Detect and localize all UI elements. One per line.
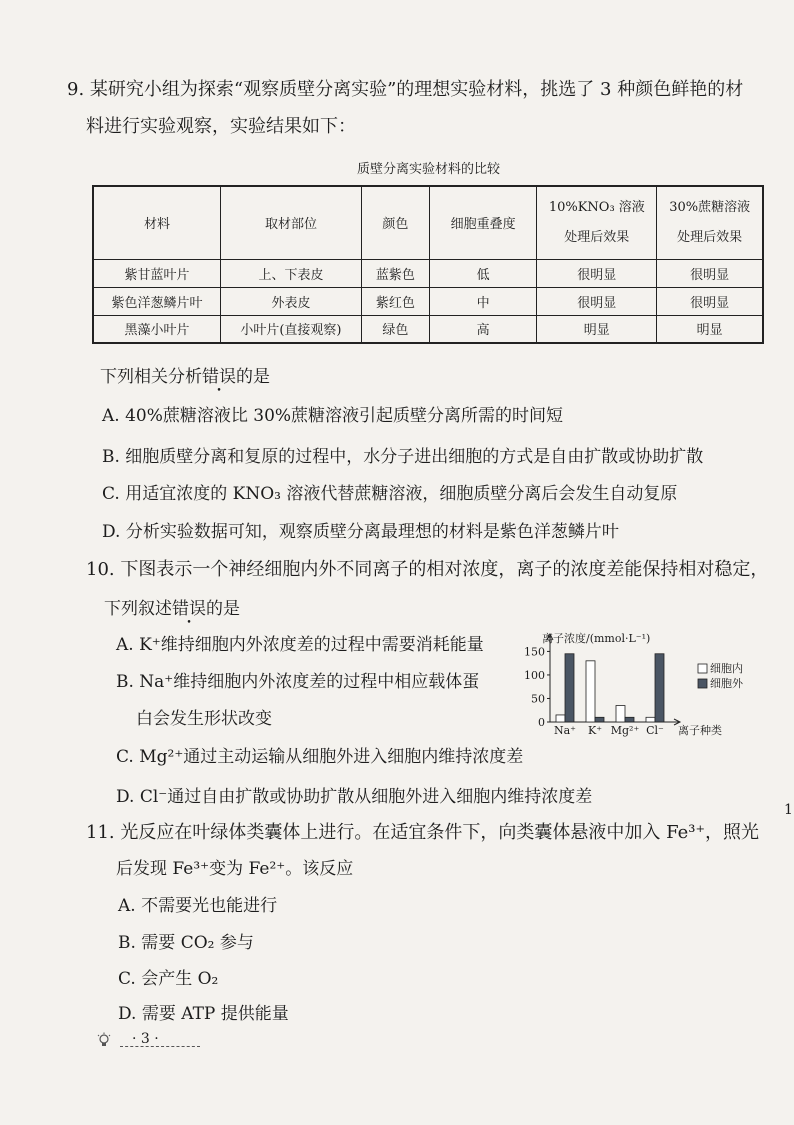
table-cell: 低 — [429, 259, 536, 287]
q9-option-b: B. 细胞质壁分离和复原的过程中，水分子进出细胞的方式是自由扩散或协助扩散 — [102, 447, 704, 467]
q10-stem-emphasis: 错误 — [172, 599, 206, 619]
y-tick-label: 50 — [531, 692, 545, 706]
legend-label: 细胞内 — [710, 662, 743, 675]
table-cell: 紫色洋葱鳞片叶 — [93, 287, 220, 315]
q11-option-c: C. 会产生 O₂ — [118, 969, 219, 989]
page-number: · 3 · — [132, 1031, 159, 1047]
table-cell: 很明显 — [657, 287, 763, 315]
y-tick-label: 0 — [538, 716, 545, 729]
table-cell: 中 — [429, 287, 536, 315]
bar-inside — [556, 715, 565, 722]
q10-line1: 10. 下图表示一个神经细胞内外不同离子的相对浓度，离子的浓度差能保持相对稳定， — [86, 559, 769, 580]
table-cell: 很明显 — [537, 287, 657, 315]
q9-stem — [100, 366, 270, 388]
x-tick-label: Cl⁻ — [646, 724, 664, 737]
x-tick-label: Mg²⁺ — [610, 724, 640, 737]
header-kno3-l2: 处理后效果 — [564, 229, 630, 245]
y-axis-label: 离子浓度/(mmol·L⁻¹) — [542, 632, 651, 645]
header-kno3 — [537, 186, 657, 259]
bar-outside — [625, 717, 634, 722]
table-cell: 明显 — [537, 315, 657, 343]
header-material: 材料 — [93, 186, 220, 259]
table-cell: 小叶片(直接观察) — [220, 315, 361, 343]
side-mark: 1 — [784, 802, 793, 818]
q10-stem — [104, 598, 240, 620]
table-cell: 紫红色 — [361, 287, 429, 315]
bar-outside — [595, 717, 604, 722]
q10-option-d: D. Cl⁻通过自由扩散或协助扩散从细胞外进入细胞内维持浓度差 — [116, 787, 593, 807]
legend-swatch — [698, 679, 707, 688]
q9-option-d: D. 分析实验数据可知，观察质壁分离最理想的材料是紫色洋葱鳞片叶 — [102, 522, 619, 542]
bar-outside — [655, 654, 664, 722]
table-title: 质壁分离实验材料的比较 — [357, 162, 501, 177]
q9-line2: 料进行实验观察，实验结果如下： — [86, 116, 356, 137]
q10-stem-c: 的是 — [206, 599, 240, 619]
q11-line1: 11. 光反应在叶绿体类囊体上进行。在适宜条件下，向类囊体悬液中加入 Fe³⁺，照光 — [86, 822, 759, 843]
table-cell: 很明显 — [657, 259, 763, 287]
header-overlap: 细胞重叠度 — [429, 186, 536, 259]
header-part: 取材部位 — [220, 186, 361, 259]
comparison-table — [92, 185, 764, 344]
table-header-row — [93, 186, 763, 259]
y-tick-label: 100 — [524, 668, 545, 682]
table-cell: 紫甘蓝叶片 — [93, 259, 220, 287]
q10-option-c: C. Mg²⁺通过主动运输从细胞外进入细胞内维持浓度差 — [116, 747, 524, 767]
bar-outside — [565, 654, 574, 722]
x-tick-label: Na⁺ — [554, 724, 576, 737]
bar-inside — [646, 717, 655, 722]
bar-inside — [616, 706, 625, 722]
table-cell: 上、下表皮 — [220, 259, 361, 287]
q11-option-b: B. 需要 CO₂ 参与 — [118, 933, 254, 953]
x-axis-label: 离子种类 — [678, 724, 722, 737]
table-cell: 很明显 — [537, 259, 657, 287]
ion-concentration-chart — [512, 630, 762, 742]
table-row — [93, 259, 763, 287]
legend-label: 细胞外 — [710, 677, 743, 690]
q9-option-a: A. 40%蔗糖溶液比 30%蔗糖溶液引起质壁分离所需的时间短 — [102, 406, 564, 426]
y-tick-label: 150 — [524, 645, 545, 659]
legend-swatch — [698, 664, 707, 673]
table-cell: 明显 — [657, 315, 763, 343]
q11-option-d: D. 需要 ATP 提供能量 — [118, 1004, 289, 1024]
q9-stem-c: 的是 — [236, 367, 270, 387]
q9-line1: 9. 某研究小组为探索“观察质壁分离实验”的理想实验材料，挑选了 3 种颜色鲜艳的材 — [67, 79, 744, 100]
lightbulb-icon — [96, 1032, 112, 1048]
header-sucrose-l1: 30%蔗糖溶液 — [669, 199, 751, 215]
q9-stem-emphasis: 错误 — [202, 367, 236, 387]
q10-option-a: A. K⁺维持细胞内外浓度差的过程中需要消耗能量 — [116, 635, 484, 655]
table-row — [93, 315, 763, 343]
table-cell: 黑藻小叶片 — [93, 315, 220, 343]
q11-line2: 后发现 Fe³⁺变为 Fe²⁺。该反应 — [116, 859, 354, 879]
table-row — [93, 287, 763, 315]
q11-option-a: A. 不需要光也能进行 — [118, 896, 278, 916]
table-cell: 蓝紫色 — [361, 259, 429, 287]
q9-stem-a: 下列相关分析 — [100, 367, 202, 387]
bar-inside — [586, 661, 595, 722]
x-tick-label: K⁺ — [587, 724, 603, 737]
table-cell: 绿色 — [361, 315, 429, 343]
table-cell: 外表皮 — [220, 287, 361, 315]
q10-option-b-line2: 白会发生形状改变 — [136, 709, 272, 729]
q10-stem-a: 下列叙述 — [104, 599, 172, 619]
table-cell: 高 — [429, 315, 536, 343]
header-sucrose-l2: 处理后效果 — [677, 229, 743, 245]
header-kno3-l1: 10%KNO₃ 溶液 — [548, 199, 645, 215]
header-color: 颜色 — [361, 186, 429, 259]
q10-option-b-line1: B. Na⁺维持细胞内外浓度差的过程中相应载体蛋 — [116, 672, 480, 692]
header-sucrose — [657, 186, 763, 259]
q9-option-c: C. 用适宜浓度的 KNO₃ 溶液代替蔗糖溶液，细胞质壁分离后会发生自动复原 — [102, 484, 678, 504]
